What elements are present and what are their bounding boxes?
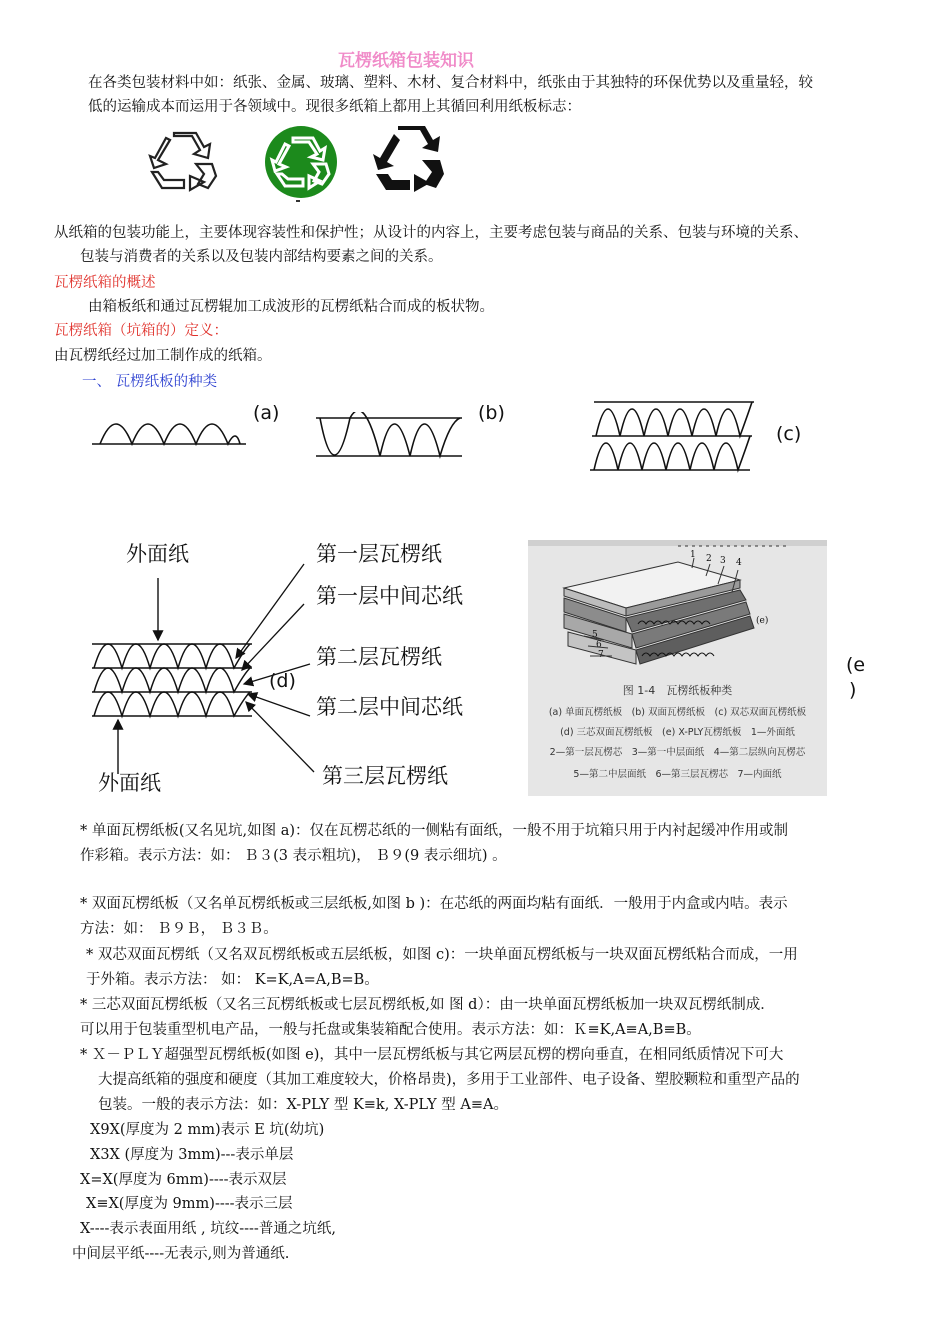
- label-layer1-flute: 第一层瓦楞纸: [316, 542, 442, 566]
- diagram-b-double-face: [314, 412, 466, 462]
- photo-num-4: 4: [736, 558, 742, 568]
- overview-heading: 瓦楞纸箱的概述: [54, 275, 156, 291]
- definition-text: 由瓦楞纸经过加工制作成的纸箱。: [54, 348, 272, 364]
- recycle-solid-black-icon: [370, 124, 448, 194]
- function-line-1: 从纸箱的包装功能上，主要体现容装性和保护性；从设计的内容上，主要考虑包装与商品的关系、包装与环境的关系、: [54, 225, 808, 241]
- code-line-2: X3X (厚度为 3mm)---表示单层: [90, 1147, 294, 1163]
- label-layer2-flute: 第二层瓦楞纸: [316, 645, 442, 669]
- figure-e-photo: [528, 540, 827, 796]
- label-layer1-liner: 第一层中间芯纸: [316, 584, 463, 608]
- recycle-green-circle-icon: [263, 124, 339, 200]
- photo-caption-row-3: 2—第一层瓦楞芯 3—第一中层面纸 4—第二层纵向瓦楞芯: [549, 747, 806, 758]
- overview-text: 由箱板纸和通过瓦楞辊加工成波形的瓦楞纸粘合而成的板状物。: [88, 299, 494, 315]
- photo-caption-row-1: (a) 单面瓦楞纸板 (b) 双面瓦楞纸板 (c) 双芯双面瓦楞纸板: [548, 707, 807, 718]
- photo-num-6: 6: [596, 640, 602, 650]
- photo-num-2: 2: [706, 554, 712, 564]
- bullet-4-line-2: 可以用于包装重型机电产品，一般与托盘或集装箱配合使用。表示方法：如：Ｋ≡K,A≡A,B≡B。: [80, 1022, 701, 1038]
- intro-line-2: 低的运输成本而运用于各领域中。现很多纸箱上都用上其循回利用纸板标志：: [88, 99, 581, 115]
- bullet-2-line-1: * 双面瓦楞纸板（又名单瓦楞纸板或三层纸板,如图 b )：在芯纸的两面均粘有面纸．一般用于内盒或内咭。表示: [80, 896, 788, 912]
- label-outer-liner-top: 外面纸: [126, 542, 189, 566]
- code-line-3: X=X(厚度为 6mm)----表示双层: [80, 1172, 287, 1188]
- recycle-outline-icon: [144, 128, 222, 194]
- code-line-4: X≡X(厚度为 9mm)----表示三层: [86, 1196, 293, 1212]
- label-e-close: ): [849, 679, 857, 701]
- photo-num-1: 1: [690, 550, 696, 560]
- bullet-5-line-3: 包装。一般的表示方法：如：X-PLY 型 K≡k, X-PLY 型 A≡A。: [98, 1097, 508, 1113]
- photo-caption-title: 图 1-4 瓦楞纸板种类: [622, 684, 733, 697]
- diagram-c-double-wall: [588, 398, 758, 474]
- bullet-4-line-1: * 三芯双面瓦楞纸板（又名三瓦楞纸板或七层瓦楞纸板,如 图 d）：由一块单面瓦楞纸板加一块双瓦楞纸制成．: [80, 997, 775, 1013]
- code-line-1: X9X(厚度为 2 mm)表示 E 坑(幼坑): [90, 1122, 325, 1138]
- bullet-3-line-2: 于外箱。表示方法： 如： K=K,A=A,B=B。: [86, 972, 379, 988]
- bullet-5-line-2: 大提高纸箱的强度和硬度（其加工难度较大，价格昂贵)，多用于工业部件、电子设备、塑胶颗粒和重型产品的: [98, 1072, 800, 1088]
- bullet-3-line-1: * 双芯双面瓦楞纸（又名双瓦楞纸板或五层纸板，如图 c)：一块单面瓦楞纸板与一块双面瓦楞纸粘合而成，一用: [86, 947, 798, 963]
- photo-e-mark: (e): [756, 616, 769, 626]
- label-c: (c): [776, 423, 802, 445]
- photo-num-7: 7: [598, 650, 604, 660]
- section-1-heading: 一、 瓦楞纸板的种类: [82, 374, 218, 390]
- label-a: (a): [253, 402, 280, 424]
- page-title: 瓦楞纸箱包装知识: [338, 51, 474, 71]
- label-layer3-flute: 第三层瓦楞纸: [322, 764, 448, 788]
- label-e-open: (e: [846, 654, 866, 676]
- function-line-2: 包装与消费者的关系以及包装内部结构要素之间的关系。: [80, 249, 443, 265]
- code-line-6: 中间层平纸----无表示,则为普通纸.: [72, 1246, 290, 1262]
- bullet-5-line-1: * Ｘ－ＰＬＹ超强型瓦楞纸板(如图 e)，其中一层瓦楞纸板与其它两层瓦楞的楞向垂直，在相同纸质情况下可大: [80, 1047, 784, 1063]
- code-line-5: X----表示表面用纸 , 坑纹----普通之坑纸,: [80, 1221, 336, 1237]
- photo-caption-row-2: (d) 三芯双面瓦楞纸板 (e) X-PLY瓦楞纸板 1—外面纸: [560, 727, 795, 738]
- photo-caption-row-4: 5—第二中层面纸 6—第三层瓦楞芯 7—内面纸: [573, 769, 782, 780]
- diagram-a-single-face: [90, 408, 250, 450]
- bullet-1-line-2: 作彩箱。表示方法：如： Ｂ３(3 表示粗坑)， Ｂ９(9 表示细坑) 。: [80, 848, 507, 864]
- bullet-2-line-2: 方法：如： Ｂ９Ｂ， Ｂ３Ｂ。: [80, 921, 278, 937]
- intro-line-1: 在各类包装材料中如：纸张、金属、玻璃、塑料、木材、复合材料中，纸张由于其独特的环保优势以及重量轻，较: [88, 75, 813, 91]
- label-d: (d): [269, 670, 296, 692]
- photo-num-3: 3: [720, 556, 726, 566]
- label-layer2-liner: 第二层中间芯纸: [316, 695, 463, 719]
- bullet-1-line-1: * 单面瓦楞纸板(又名见坑,如图 a)：仅在瓦楞芯纸的一侧粘有面纸，一般不用于坑箱只用于内衬起缓冲作用或制: [80, 823, 789, 839]
- label-b: (b): [478, 402, 505, 424]
- label-outer-liner-bottom: 外面纸: [98, 771, 161, 795]
- definition-heading: 瓦楞纸箱（坑箱的）定义：: [54, 323, 228, 339]
- photo-num-5: 5: [592, 630, 598, 640]
- dot-mark: [296, 200, 300, 202]
